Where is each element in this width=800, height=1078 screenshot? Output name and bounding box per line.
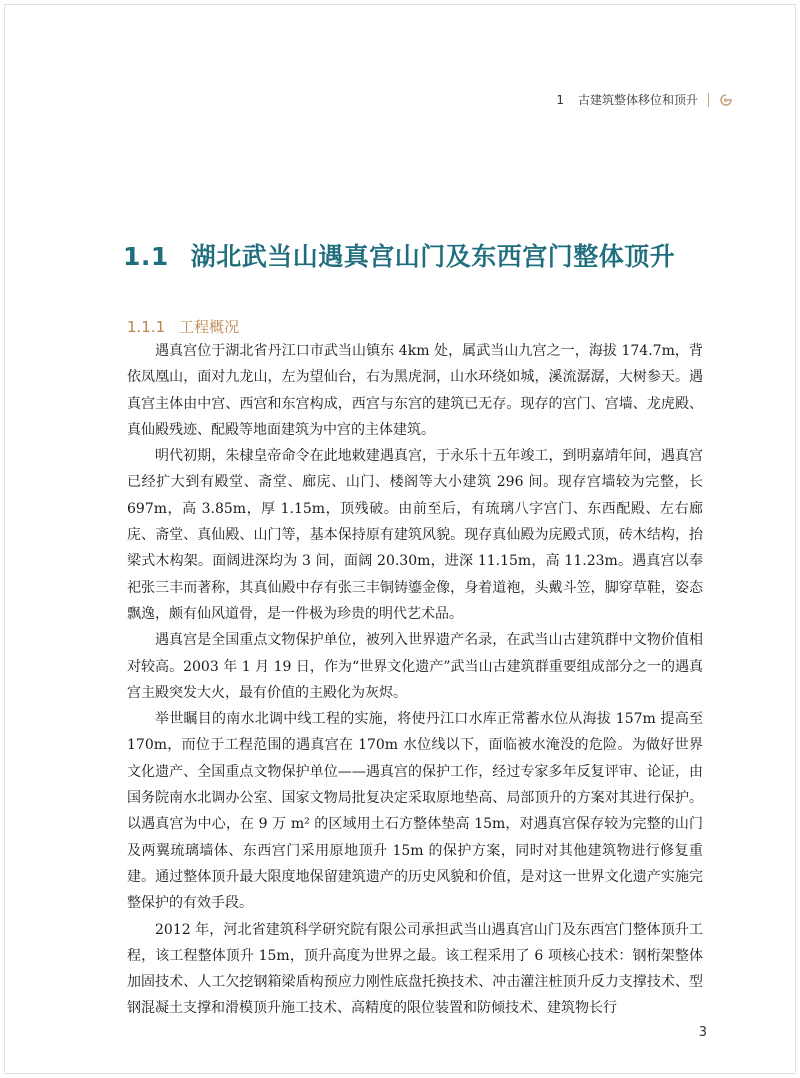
paragraph: 遇真宫是全国重点文物保护单位，被列入世界遗产名录，在武当山古建筑群中文物价值相对较高。2003 年 1 月 19 日，作为“世界文化遗产”武当山古建筑群重要组成部分之一的遇真宫主殿突发大火，最有价值的主殿化为灰烬。 (127, 632, 703, 701)
header-chapter-title: 古建筑整体移位和顶升 (577, 93, 698, 107)
spiral-logo-icon (719, 93, 733, 107)
header-divider (708, 93, 709, 107)
subsection-title (127, 316, 239, 337)
body-text (127, 338, 703, 1022)
paragraph: 明代初期，朱棣皇帝命令在此地敕建遇真宫，于永乐十五年竣工，到明嘉靖年间，遇真宫已经扩大到有殿堂、斋堂、廊庑、山门、楼阁等大小建筑 296 间。现存宫墙较为完整，长 697m，高 3.85m，厚 1.15m，顶残破。由前至后，有琉璃八字宫门、东西配殿、左右廊庑、斋堂、真仙殿、山门等，基本保持原有建筑风貌。现存真仙殿为庑殿式顶，砖木结构，抬梁式木构架。面阔进深均为 3 间，面阔 20.30m，进深 11.15m，高 11.23m。遇真宫以奉祀张三丰而著称，其真仙殿中存有张三丰铜铸鎏金像，身着道袍，头戴斗笠，脚穿草鞋，姿态飘逸，颇有仙风道骨，是一件极为珍贵的明代艺术品。 (127, 448, 703, 622)
paragraph: 2012 年，河北省建筑科学研究院有限公司承担武当山遇真宫山门及东西宫门整体顶升工程，该工程整体顶升 15m，顶升高度为世界之最。该工程采用了 6 项核心技术：钢桁架整体加固技术、人工欠挖钢箱梁盾构预应力刚性底盘托换技术、冲击灌注桩顶升反力支撑技术、型钢混凝土支撑和滑模顶升施工技术、高精度的限位装置和防倾技术、建筑物长行 (127, 921, 703, 1017)
page-number: 3 (698, 1025, 707, 1040)
section-number: 1.1 (123, 242, 169, 271)
subsection-title-text: 工程概况 (179, 318, 240, 336)
subsection-number: 1.1.1 (127, 318, 166, 336)
section-title (123, 237, 675, 273)
header-chapter-number: 1 (556, 92, 564, 107)
section-title-text: 湖北武当山遇真宫山门及东西宫门整体顶升 (190, 242, 676, 271)
paragraph: 举世瞩目的南水北调中线工程的实施，将使丹江口水库正常蓄水位从海拔 157m 提高至 170m，而位于工程范围的遇真宫在 170m 水位线以下，面临被水淹没的危险。为做好世界文化遗产、全国重点文物保护单位——遇真宫的保护工作，经过专家多年反复评审、论证，由国务院南水北调办公室、国家文物局批复决定采取原地垫高、局部顶升的方案对其进行保护。以遇真宫为中心，在 9 万 m² 的区域用土石方整体垫高 15m，对遇真宫保存较为完整的山门及两翼琉璃墙体、东西宫门采用原地顶升 15m 的保护方案，同时对其他建筑物进行修复重建。通过整体顶升最大限度地保留建筑遗产的历史风貌和价值，是对这一世界文化遗产实施完整保护的有效手段。 (127, 711, 703, 912)
page (4, 4, 796, 1074)
paragraph: 遇真宫位于湖北省丹江口市武当山镇东 4km 处，属武当山九宫之一，海拔 174.7m，背依凤凰山，面对九龙山，左为望仙台，右为黑虎洞，山水环绕如城，溪流潺潺，大树参天。遇真宫主体由中宫、西宫和东宫构成，西宫与东宫的建筑已无存。现存的宫门、宫墙、龙虎殿、真仙殿残迹、配殿等地面建筑为中宫的主体建筑。 (127, 343, 703, 438)
running-header (556, 91, 733, 108)
